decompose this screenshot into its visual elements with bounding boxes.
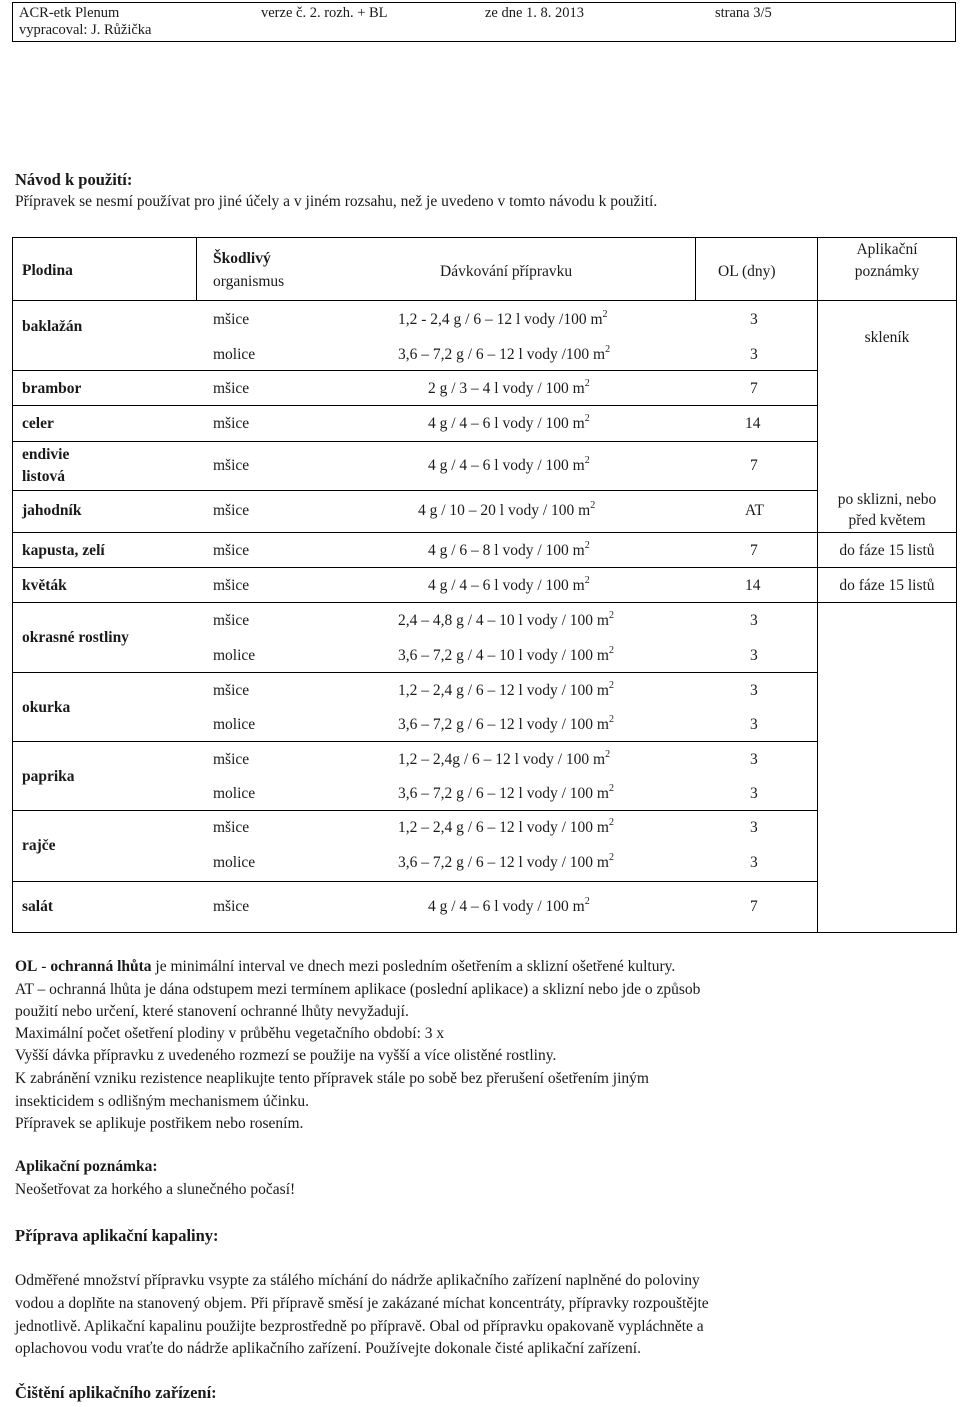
legend-spray: Přípravek se aplikuje postřikem nebo rosením. — [15, 1115, 304, 1132]
table-row-ol: 14 — [745, 577, 761, 594]
table-row-ol: 3 — [750, 612, 758, 629]
col-header-pest-2: organismus — [213, 273, 285, 290]
table-row-dose: 4 g / 10 – 20 l vody / 100 $m^2$ — [418, 500, 596, 519]
table-row-dose: 3,6 – 7,2 g / 6 – 12 l vody / 100 $m^2$ — [398, 714, 614, 733]
col-header-crop: Plodina — [22, 262, 73, 279]
table-row-ol: 3 — [750, 819, 758, 836]
table-row-dose: 3,6 – 7,2 g / 6 – 12 l vody / 100 $m^2$ — [398, 783, 614, 802]
cleaning-title: Čištění aplikačního zařízení: — [15, 1383, 217, 1402]
legend-at-2: použití nebo určení, které stanovení ochranné lhůty nevyžadují. — [15, 1003, 409, 1020]
legend-ol: OL - ochranná lhůta je minimální interval ve dnech mezi posledním ošetřením a sklizní ošetřené kultury. — [15, 958, 676, 975]
prep-line-4: oplachovou vodu vraťte do nádrže aplikačního zařízení. Používejte dokonale čisté aplikační zařízení. — [15, 1340, 641, 1357]
table-row-ol: 3 — [750, 751, 758, 768]
table-row-ol: 3 — [750, 682, 758, 699]
table-row-dose: 1,2 – 2,4 g / 6 – 12 l vody / 100 $m^2$ — [398, 817, 614, 836]
table-row-ol: 3 — [750, 785, 758, 802]
table-row-pest: mšice — [213, 457, 250, 474]
table-row-pest: mšice — [213, 682, 250, 699]
crop-salat: salát — [22, 898, 53, 915]
table-row-ol: 3 — [750, 716, 758, 733]
crop-paprika: paprika — [22, 768, 75, 785]
table-row-pest: molice — [213, 346, 256, 363]
prep-title: Příprava aplikační kapaliny: — [15, 1226, 219, 1245]
header-page: strana 3/5 — [715, 5, 772, 21]
table-row-ol: 7 — [750, 542, 758, 559]
app-note-title: Aplikační poznámka: — [15, 1158, 158, 1175]
col-header-pest-1: Škodlivý — [213, 250, 271, 267]
usage-text: Přípravek se nesmí používat pro jiné účely a v jiném rozsahu, než je uvedeno v tomto návodu k použití. — [15, 193, 658, 210]
table-row-dose: 4 g / 4 – 6 l vody / 100 $m^2$ — [428, 455, 590, 474]
header-date: ze dne 1. 8. 2013 — [485, 5, 585, 21]
legend-resist-1: K zabránění vzniku rezistence neaplikujte tento přípravek stále po sobě bez přerušení ošetřením jiným — [15, 1070, 649, 1087]
table-row-dose: 2,4 – 4,8 g / 4 – 10 l vody / 100 $m^2$ — [398, 610, 614, 629]
table-row-pest: molice — [213, 785, 256, 802]
table-row-dose: 3,6 – 7,2 g / 4 – 10 l vody / 100 $m^2$ — [398, 645, 614, 664]
table-row-pest: mšice — [213, 577, 250, 594]
table-row-pest: mšice — [213, 311, 250, 328]
table-row-dose: 4 g / 4 – 6 l vody / 100 $m^2$ — [428, 896, 590, 915]
table-row-dose: 1,2 - 2,4 g / 6 – 12 l vody /100 $m^2$ — [398, 309, 608, 328]
table-row-pest: mšice — [213, 542, 250, 559]
col-header-notes-1: Aplikační — [856, 241, 918, 258]
table-row-ol: 3 — [750, 854, 758, 871]
note-po-sklizni-1: po sklizni, nebo — [837, 491, 937, 508]
legend-max: Maximální počet ošetření plodiny v průběhu vegetačního období: 3 x — [15, 1025, 445, 1042]
crop-brambor: brambor — [22, 380, 82, 397]
table-row-dose: 3,6 – 7,2 g / 6 – 12 l vody /100 $m^2$ — [398, 344, 611, 363]
crop-kvetak: květák — [22, 577, 67, 594]
usage-title: Návod k použití: — [15, 170, 133, 189]
table-row-dose: 3,6 – 7,2 g / 6 – 12 l vody / 100 $m^2$ — [398, 852, 614, 871]
table-row-pest: mšice — [213, 612, 250, 629]
table-row-pest: mšice — [213, 415, 250, 432]
legend-higher: Vyšší dávka přípravku z uvedeného rozmezí se použije na vyšší a více olistěné rostliny. — [15, 1047, 557, 1064]
table-row-ol: 7 — [750, 898, 758, 915]
crop-jahodnik: jahodník — [22, 502, 82, 519]
col-header-dose: Dávkování přípravku — [440, 263, 573, 280]
crop-endivie-1: endivie — [22, 446, 70, 463]
table-row-pest: mšice — [213, 380, 250, 397]
col-header-notes-2: poznámky — [854, 263, 920, 280]
header-product: ACR-etk Plenum — [19, 5, 120, 21]
prep-line-2: vodou a doplňte na stanovený objem. Při přípravě směsí je zakázané míchat koncentráty, přípravky rozpouštějte — [15, 1295, 709, 1312]
note-faze-kvetak: do fáze 15 listů — [839, 577, 935, 594]
document-header — [12, 2, 956, 42]
table-row-ol: 7 — [750, 457, 758, 474]
table-row-ol: 3 — [750, 346, 758, 363]
table-row-dose: 1,2 – 2,4 g / 6 – 12 l vody / 100 $m^2$ — [398, 680, 614, 699]
table-row-pest: molice — [213, 716, 256, 733]
header-version: verze č. 2. rozh. + BL — [261, 5, 388, 21]
table-row-ol: 3 — [750, 647, 758, 664]
table-row-pest: molice — [213, 647, 256, 664]
table-row-dose: 4 g / 4 – 6 l vody / 100 $m^2$ — [428, 575, 590, 594]
table-row-dose: 4 g / 6 – 8 l vody / 100 $m^2$ — [428, 540, 590, 559]
table-row-ol: 7 — [750, 380, 758, 397]
note-faze-kapusta: do fáze 15 listů — [839, 542, 935, 559]
table-row-pest: mšice — [213, 819, 250, 836]
crop-rajce: rajče — [22, 837, 56, 854]
table-row-dose: 1,2 – 2,4g / 6 – 12 l vody / 100 $m^2$ — [398, 749, 611, 768]
table-row-ol: 3 — [750, 311, 758, 328]
legend-at-1: AT – ochranná lhůta je dána odstupem mezi termínem aplikace (poslední aplikace) a sklizní nebo jde o způsob — [15, 981, 701, 998]
app-note-text: Neošetřovat za horkého a slunečného počasí! — [15, 1181, 296, 1198]
table-row-pest: molice — [213, 854, 256, 871]
crop-celer: celer — [22, 415, 54, 432]
table-row-pest: mšice — [213, 751, 250, 768]
crop-endivie-2: listová — [22, 468, 66, 485]
note-po-sklizni-2: před květem — [848, 512, 926, 529]
prep-line-3: jednotlivě. Aplikační kapalinu použijte bezprostředně po přípravě. Obal od přípravku opakovaně vypláchněte a — [15, 1318, 704, 1335]
col-header-ol: OL (dny) — [718, 263, 776, 280]
table-row-pest: mšice — [213, 898, 250, 915]
prep-line-1: Odměřené množství přípravku vsypte za stálého míchání do nádrže aplikačního zařízení naplněné do poloviny — [15, 1272, 700, 1289]
legend-resist-2: insekticidem s odlišným mechanismem účinku. — [15, 1093, 310, 1110]
table-row-ol: AT — [745, 502, 764, 519]
table-row-pest: mšice — [213, 502, 250, 519]
crop-baklazan: baklažán — [22, 318, 83, 335]
table-row-dose: 4 g / 4 – 6 l vody / 100 $m^2$ — [428, 413, 590, 432]
table-row-ol: 14 — [745, 415, 761, 432]
header-author: vypracoval: J. Růžička — [19, 22, 152, 38]
crop-okrasne: okrasné rostliny — [22, 629, 129, 646]
table-row-dose: 2 g / 3 – 4 l vody / 100 $m^2$ — [428, 378, 590, 397]
crop-kapusta: kapusta, zelí — [22, 542, 105, 559]
crop-okurka: okurka — [22, 699, 71, 716]
note-sklenik: skleník — [864, 329, 910, 346]
